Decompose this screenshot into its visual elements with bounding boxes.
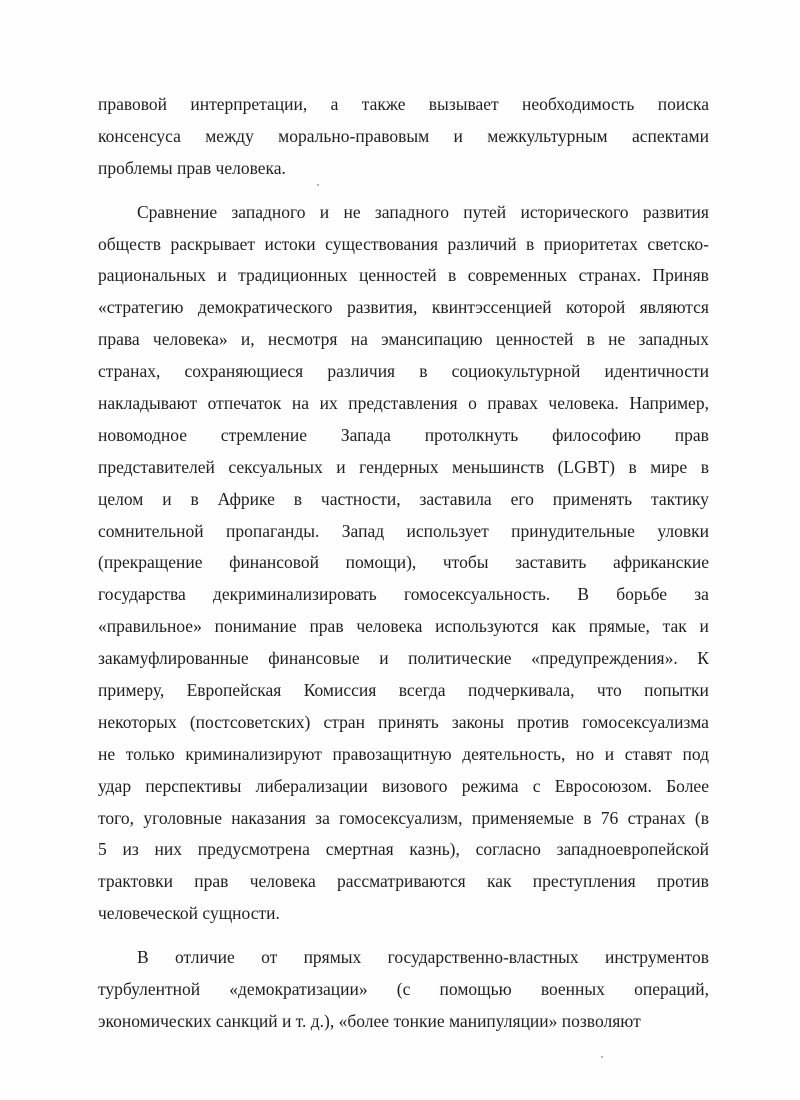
paragraph [98, 197, 709, 930]
text-line: представителей сексуальных и гендерных меньшинств (LGBT) в мире в [98, 456, 709, 477]
document-body [98, 89, 709, 1038]
text-line: проблемы прав человека. [98, 157, 286, 178]
text-line: государства декриминализировать гомосексуальность. В борьбе за [98, 584, 709, 605]
text-line: примеру, Европейская Комиссия всегда подчеркивала, что попытки [98, 680, 709, 701]
scan-speck [601, 1056, 603, 1058]
paragraph [98, 89, 709, 185]
text-line: человеческой сущности. [98, 903, 280, 924]
text-line: сомнительной пропаганды. Запад использует принудительные уловки [98, 520, 709, 541]
text-line: «стратегию демократического развития, квинтэссенцией которой являются [98, 297, 709, 318]
text-line: закамуфлированные финансовые и политические «предупреждения». К [98, 648, 709, 669]
paragraph [98, 942, 709, 1038]
text-line: того, уголовные наказания за гомосексуализм, применяемые в 76 странах (в [98, 807, 709, 828]
text-line: целом и в Африке в частности, заставила его применять тактику [98, 488, 709, 509]
text-line: рациональных и традиционных ценностей в современных странах. Приняв [98, 265, 709, 286]
text-line: (прекращение финансовой помощи), чтобы заставить африканские [98, 552, 709, 573]
text-line: удар перспективы либерализации визового режима с Евросоюзом. Более [98, 775, 709, 796]
text-line: не только криминализируют правозащитную деятельность, но и ставят под [98, 743, 709, 764]
text-line: экономических санкций и т. д.), «более тонкие манипуляции» позволяют [98, 1010, 641, 1031]
text-line: Сравнение западного и не западного путей исторического развития [137, 201, 709, 222]
text-line: трактовки прав человека рассматриваются как преступления против [98, 871, 709, 892]
text-line: обществ раскрывает истоки существования различий в приоритетах светско- [98, 233, 709, 254]
text-line: консенсуса между морально-правовым и межкультурным аспектами [98, 125, 709, 146]
text-line: «правильное» понимание прав человека используются как прямые, так и [98, 616, 709, 637]
text-line: новомодное стремление Запада протолкнуть философию прав [98, 424, 709, 445]
text-line: права человека» и, несмотря на эмансипацию ценностей в не западных [98, 329, 709, 350]
text-line: турбулентной «демократизации» (с помощью военных операций, [98, 979, 709, 1000]
text-line: В отличие от прямых государственно-властных инструментов [137, 947, 709, 968]
text-line: правовой интерпретации, а также вызывает необходимость поиска [98, 94, 709, 114]
text-line: некоторых (постсоветских) стран принять законы против гомосексуализма [98, 711, 709, 732]
text-line: накладывают отпечаток на их представления о правах человека. Например, [98, 393, 709, 414]
text-line: 5 из них предусмотрена смертная казнь), согласно западноевропейской [98, 839, 709, 860]
text-line: странах, сохраняющиеся различия в социокультурной идентичности [98, 361, 709, 382]
